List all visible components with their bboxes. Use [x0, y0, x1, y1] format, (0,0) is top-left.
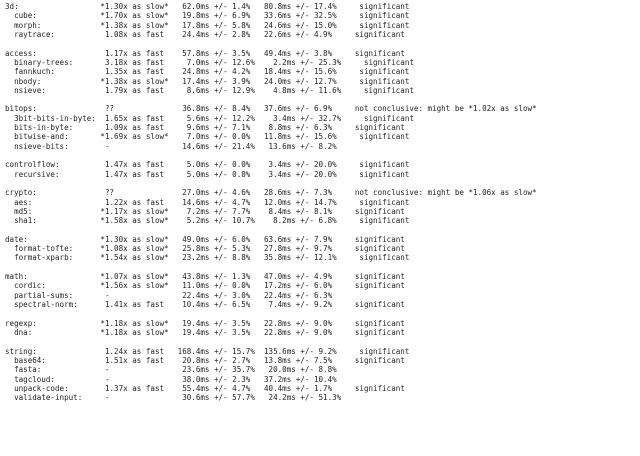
report-line: md5: *1.17x as slow* 7.2ms +/- 7.7% 8.4ms +/- 8.1% significant — [5, 206, 405, 216]
report-line: bits-in-byte: 1.09x as fast 9.6ms +/- 7.1% 8.8ms +/- 6.3% significant — [5, 123, 405, 133]
report-line: cube: *1.70x as slow* 19.8ms +/- 6.9% 33.6ms +/- 32.5% significant — [5, 11, 410, 21]
report-line: sha1: *1.58x as slow* 5.2ms +/- 10.7% 8.2ms +/- 6.8% significant — [5, 216, 410, 226]
blank-line — [5, 226, 537, 235]
report-line: dna: *1.18x as slow* 19.4ms +/- 3.5% 22.8ms +/- 9.0% significant — [5, 327, 405, 337]
report-line: tagcloud: - 38.0ms +/- 2.3% 37.2ms +/- 10.4% — [5, 374, 337, 384]
report-line: 3d: *1.30x as slow* 62.0ms +/- 1.4% 80.8ms +/- 17.4% significant — [5, 2, 410, 11]
report-line: regexp: *1.18x as slow* 19.4ms +/- 3.5% 22.8ms +/- 9.0% significant — [5, 318, 405, 328]
blank-line — [5, 309, 537, 318]
report-line: string: 1.24x as fast 168.4ms +/- 15.7% 135.6ms +/- 9.2% significant — [5, 346, 410, 356]
report-line: 3bit-bits-in-byte: 1.65x as fast 5.6ms +/- 12.2% 3.4ms +/- 32.7% significant — [5, 113, 414, 123]
report-line: morph: *1.38x as slow* 17.8ms +/- 5.8% 24.6ms +/- 15.0% significant — [5, 20, 410, 30]
report-line: date: *1.30x as slow* 49.0ms +/- 6.0% 63.6ms +/- 7.9% significant — [5, 234, 405, 244]
report-line: bitwise-and: *1.69x as slow* 7.0ms +/- 0.0% 11.8ms +/- 15.6% significant — [5, 132, 410, 142]
blank-line — [5, 337, 537, 346]
report-line: fannkuch: 1.35x as fast 24.8ms +/- 4.2% 18.4ms +/- 15.6% significant — [5, 67, 410, 77]
report-line: binary-trees: 3.18x as fast 7.0ms +/- 12.6% 2.2ms +/- 25.3% significant — [5, 57, 414, 67]
report-line: format-xparb: *1.54x as slow* 23.2ms +/- 8.8% 35.8ms +/- 12.1% significant — [5, 253, 410, 263]
report-line: recursive: 1.47x as fast 5.0ms +/- 0.0% 3.4ms +/- 20.0% significant — [5, 169, 410, 179]
report-line: math: *1.07x as slow* 43.8ms +/- 1.3% 47.0ms +/- 4.9% significant — [5, 272, 405, 282]
report-line: controlflow: 1.47x as fast 5.0ms +/- 0.0% 3.4ms +/- 20.0% significant — [5, 160, 410, 170]
report-line: spectral-norm: 1.41x as fast 10.4ms +/- 6.5% 7.4ms +/- 9.2% significant — [5, 300, 405, 309]
report-line: partial-sums: - 22.4ms +/- 3.0% 22.4ms +/- 6.3% — [5, 290, 333, 300]
report-line: nbody: *1.38x as slow* 17.4ms +/- 3.9% 24.0ms +/- 12.7% significant — [5, 76, 410, 86]
report-line: nsieve-bits: - 14.6ms +/- 21.4% 13.6ms +/- 8.2% — [5, 141, 337, 151]
report-line: aes: 1.22x as fast 14.6ms +/- 4.7% 12.0ms +/- 14.7% significant — [5, 197, 410, 207]
blank-line — [5, 95, 537, 104]
report-line: validate-input: - 30.6ms +/- 57.7% 24.2ms +/- 51.3% — [5, 393, 342, 403]
report-line: unpack-code: 1.37x as fast 55.4ms +/- 4.7% 40.4ms +/- 1.7% significant — [5, 383, 405, 393]
blank-line — [5, 39, 537, 48]
report-line: cordic: *1.56x as slow* 11.0ms +/- 0.0% 17.2ms +/- 6.0% significant — [5, 281, 405, 291]
report-line: nsieve: 1.79x as fast 8.6ms +/- 12.9% 4.8ms +/- 11.6% significant — [5, 85, 414, 95]
blank-line — [5, 179, 537, 188]
benchmark-comparison-report — [5, 2, 537, 402]
report-line: raytrace: 1.08x as fast 24.4ms +/- 2.8% 22.6ms +/- 4.9% significant — [5, 29, 405, 39]
report-line: bitops: ?? 36.8ms +/- 8.4% 37.6ms +/- 6.9% not conclusive: might be *1.02x as slow* — [5, 104, 537, 114]
report-line: format-tofte: *1.08x as slow* 25.8ms +/- 5.3% 27.8ms +/- 9.7% significant — [5, 244, 405, 254]
report-line: crypto: ?? 27.0ms +/- 4.6% 28.6ms +/- 7.3% not conclusive: might be *1.06x as slow* — [5, 188, 537, 198]
report-line: base64: 1.51x as fast 20.8ms +/- 2.7% 13.8ms +/- 7.5% significant — [5, 355, 405, 365]
report-line: access: 1.17x as fast 57.8ms +/- 3.5% 49.4ms +/- 3.8% significant — [5, 48, 405, 58]
report-line: fasta: - 23.6ms +/- 35.7% 20.0ms +/- 8.8% — [5, 365, 337, 375]
blank-line — [5, 263, 537, 272]
blank-line — [5, 151, 537, 160]
